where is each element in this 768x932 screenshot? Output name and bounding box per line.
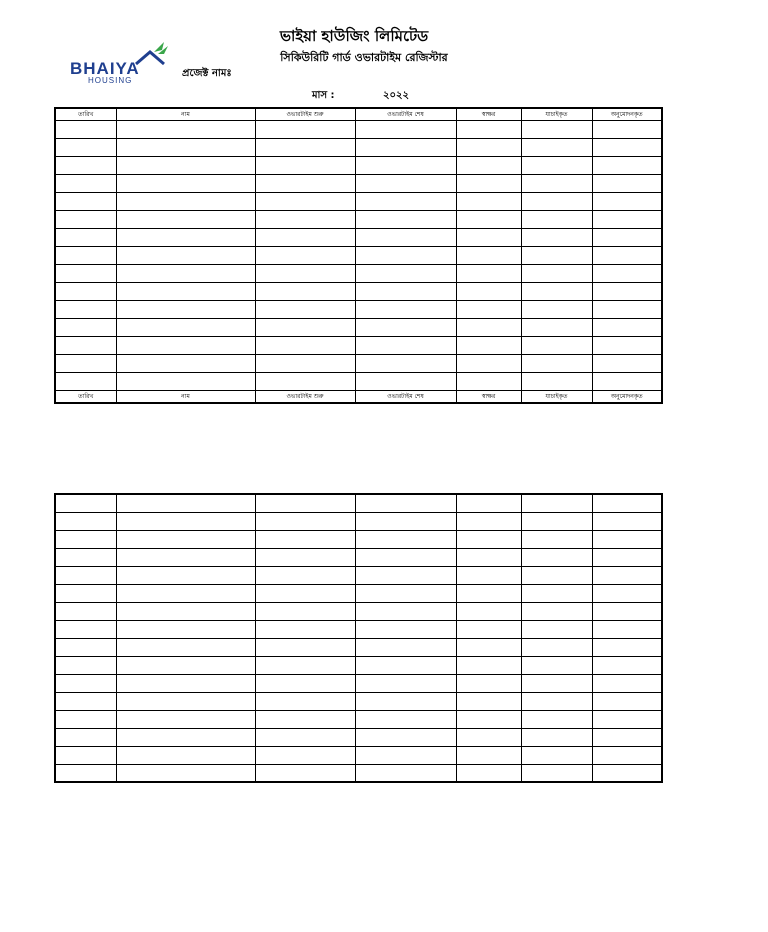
table-cell[interactable]: [456, 728, 521, 746]
table-row: [55, 283, 662, 301]
table-cell[interactable]: [521, 337, 592, 355]
table-cell[interactable]: [456, 764, 521, 782]
table-cell[interactable]: [592, 530, 662, 548]
table-cell[interactable]: [456, 548, 521, 566]
table-cell[interactable]: [592, 193, 662, 211]
table-cell[interactable]: [592, 283, 662, 301]
table-cell[interactable]: [55, 710, 116, 728]
table-cell[interactable]: [592, 175, 662, 193]
column-header: ওভারটাইম শুরু: [255, 391, 355, 404]
column-header: ওভারটাইম শুরু: [255, 108, 355, 121]
table-cell[interactable]: [55, 157, 116, 175]
table-cell[interactable]: [55, 692, 116, 710]
table-cell[interactable]: [456, 121, 521, 139]
table-cell[interactable]: [116, 530, 255, 548]
table-cell[interactable]: [355, 674, 456, 692]
table-cell[interactable]: [592, 620, 662, 638]
table-cell[interactable]: [255, 494, 355, 512]
table-cell[interactable]: [592, 373, 662, 391]
table-cell[interactable]: [55, 175, 116, 193]
table-cell[interactable]: [55, 746, 116, 764]
table-cell[interactable]: [456, 584, 521, 602]
table-row: [55, 247, 662, 265]
table-row: [55, 211, 662, 229]
table-cell[interactable]: [55, 620, 116, 638]
table-cell[interactable]: [116, 638, 255, 656]
table-row: [55, 746, 662, 764]
table-cell[interactable]: [355, 121, 456, 139]
table-row: [55, 319, 662, 337]
table-cell[interactable]: [521, 121, 592, 139]
table-cell[interactable]: [116, 301, 255, 319]
company-logo: [68, 40, 172, 88]
table-cell[interactable]: [592, 548, 662, 566]
table-cell[interactable]: [456, 193, 521, 211]
table-cell[interactable]: [456, 337, 521, 355]
table-cell[interactable]: [116, 319, 255, 337]
table-cell[interactable]: [456, 301, 521, 319]
table-cell[interactable]: [355, 602, 456, 620]
table-cell[interactable]: [521, 674, 592, 692]
table-cell[interactable]: [355, 319, 456, 337]
column-header: স্বাক্ষর: [456, 391, 521, 404]
table-row: [55, 530, 662, 548]
column-header: অনুমোদনকৃত: [592, 391, 662, 404]
table-cell[interactable]: [255, 692, 355, 710]
table-cell[interactable]: [255, 373, 355, 391]
table-cell[interactable]: [255, 319, 355, 337]
table-row: [55, 674, 662, 692]
table-cell[interactable]: [355, 373, 456, 391]
table-cell[interactable]: [521, 247, 592, 265]
table-cell[interactable]: [456, 247, 521, 265]
table-row: [55, 139, 662, 157]
month-label: মাস :: [312, 90, 335, 101]
table-cell[interactable]: [55, 229, 116, 247]
table-cell[interactable]: [355, 638, 456, 656]
table-cell[interactable]: [255, 548, 355, 566]
table-cell[interactable]: [592, 229, 662, 247]
table-cell[interactable]: [116, 620, 255, 638]
table-cell[interactable]: [116, 602, 255, 620]
table-cell[interactable]: [55, 319, 116, 337]
table-row: [55, 355, 662, 373]
table-row: [55, 193, 662, 211]
table-cell[interactable]: [521, 193, 592, 211]
table-cell[interactable]: [456, 656, 521, 674]
table-cell[interactable]: [592, 746, 662, 764]
table-cell[interactable]: [521, 692, 592, 710]
table-cell[interactable]: [55, 764, 116, 782]
table-cell[interactable]: [456, 602, 521, 620]
table-cell[interactable]: [55, 373, 116, 391]
table-row: [55, 728, 662, 746]
table-row: [55, 229, 662, 247]
table-cell[interactable]: [521, 157, 592, 175]
table-cell[interactable]: [55, 656, 116, 674]
table-cell[interactable]: [116, 265, 255, 283]
table-cell[interactable]: [592, 301, 662, 319]
logo-brand-text: BHAIYA: [70, 59, 140, 78]
table-cell[interactable]: [521, 283, 592, 301]
table-cell[interactable]: [255, 211, 355, 229]
table-cell[interactable]: [116, 710, 255, 728]
table-cell[interactable]: [55, 728, 116, 746]
table-cell[interactable]: [355, 157, 456, 175]
column-header: ওভারটাইম শেষ: [355, 108, 456, 121]
table-cell[interactable]: [116, 355, 255, 373]
table-cell[interactable]: [456, 746, 521, 764]
table-cell[interactable]: [592, 157, 662, 175]
table-cell[interactable]: [255, 283, 355, 301]
table-row: [55, 566, 662, 584]
table-cell[interactable]: [521, 211, 592, 229]
logo-sub-text: HOUSING: [88, 76, 133, 85]
year-label: ২০২২: [383, 90, 410, 101]
table-cell[interactable]: [55, 193, 116, 211]
table-row: [55, 265, 662, 283]
column-header: তারিখ: [55, 108, 116, 121]
table-cell[interactable]: [55, 121, 116, 139]
table-cell[interactable]: [456, 530, 521, 548]
table-row: [55, 764, 662, 782]
table-cell[interactable]: [55, 265, 116, 283]
table-cell[interactable]: [255, 265, 355, 283]
table-cell[interactable]: [55, 283, 116, 301]
table-cell[interactable]: [55, 139, 116, 157]
table-cell[interactable]: [355, 512, 456, 530]
table-cell[interactable]: [116, 692, 255, 710]
table-cell[interactable]: [116, 121, 255, 139]
table-cell[interactable]: [116, 175, 255, 193]
table-cell[interactable]: [255, 193, 355, 211]
table-cell[interactable]: [355, 692, 456, 710]
table-row: [55, 175, 662, 193]
table-cell[interactable]: [255, 566, 355, 584]
table-cell[interactable]: [116, 494, 255, 512]
table-cell[interactable]: [456, 157, 521, 175]
table-cell[interactable]: [592, 494, 662, 512]
table-cell[interactable]: [521, 566, 592, 584]
table-cell[interactable]: [355, 656, 456, 674]
table-cell[interactable]: [592, 710, 662, 728]
table-cell[interactable]: [456, 265, 521, 283]
table-cell[interactable]: [456, 283, 521, 301]
column-header: স্বাক্ষর: [456, 108, 521, 121]
table-cell[interactable]: [255, 728, 355, 746]
table-cell[interactable]: [116, 728, 255, 746]
table-cell[interactable]: [116, 337, 255, 355]
table-row: [55, 373, 662, 391]
table-row: [55, 656, 662, 674]
table-cell[interactable]: [116, 548, 255, 566]
table-cell[interactable]: [521, 512, 592, 530]
table-cell[interactable]: [355, 229, 456, 247]
table-cell[interactable]: [55, 566, 116, 584]
table-cell[interactable]: [116, 229, 255, 247]
table-cell[interactable]: [456, 566, 521, 584]
table-cell[interactable]: [521, 373, 592, 391]
table-cell[interactable]: [456, 674, 521, 692]
table-cell[interactable]: [592, 512, 662, 530]
table-cell[interactable]: [521, 355, 592, 373]
table-cell[interactable]: [592, 247, 662, 265]
table-cell[interactable]: [456, 692, 521, 710]
table-header-row-bottom: [55, 391, 662, 404]
table-cell[interactable]: [521, 584, 592, 602]
table-cell[interactable]: [116, 656, 255, 674]
table-cell[interactable]: [116, 193, 255, 211]
table-cell[interactable]: [255, 121, 355, 139]
table-cell[interactable]: [521, 301, 592, 319]
table-cell[interactable]: [255, 530, 355, 548]
table-cell[interactable]: [116, 211, 255, 229]
table-cell[interactable]: [116, 674, 255, 692]
table-row: [55, 584, 662, 602]
table-row: [55, 337, 662, 355]
table-cell[interactable]: [592, 211, 662, 229]
table-cell[interactable]: [255, 157, 355, 175]
table-cell[interactable]: [456, 319, 521, 337]
table-cell[interactable]: [355, 265, 456, 283]
table-cell[interactable]: [592, 656, 662, 674]
table-row: [55, 602, 662, 620]
table-cell[interactable]: [355, 746, 456, 764]
table-cell[interactable]: [355, 710, 456, 728]
table-cell[interactable]: [55, 674, 116, 692]
table-cell[interactable]: [55, 530, 116, 548]
table-cell[interactable]: [456, 638, 521, 656]
table-row: [55, 692, 662, 710]
table-cell[interactable]: [255, 229, 355, 247]
table-cell[interactable]: [255, 674, 355, 692]
table-cell[interactable]: [355, 337, 456, 355]
column-header: নাম: [116, 108, 255, 121]
table-cell[interactable]: [255, 175, 355, 193]
table-cell[interactable]: [592, 764, 662, 782]
table-cell[interactable]: [355, 620, 456, 638]
table-row: [55, 512, 662, 530]
table-cell[interactable]: [355, 566, 456, 584]
table-cell[interactable]: [255, 746, 355, 764]
table-cell[interactable]: [592, 602, 662, 620]
table-row: [55, 620, 662, 638]
table-cell[interactable]: [55, 638, 116, 656]
table-cell[interactable]: [592, 337, 662, 355]
table-cell[interactable]: [55, 512, 116, 530]
table-cell[interactable]: [355, 139, 456, 157]
table-cell[interactable]: [521, 229, 592, 247]
table-cell[interactable]: [255, 656, 355, 674]
table-cell[interactable]: [456, 229, 521, 247]
table-cell[interactable]: [456, 710, 521, 728]
table-cell[interactable]: [116, 566, 255, 584]
table-cell[interactable]: [255, 638, 355, 656]
table-row: [55, 494, 662, 512]
table-cell[interactable]: [116, 746, 255, 764]
table-cell[interactable]: [456, 139, 521, 157]
table-cell[interactable]: [355, 355, 456, 373]
table-cell[interactable]: [521, 175, 592, 193]
table-cell[interactable]: [55, 602, 116, 620]
table-cell[interactable]: [592, 692, 662, 710]
column-header: ওভারটাইম শেষ: [355, 391, 456, 404]
table-cell[interactable]: [355, 764, 456, 782]
table-cell[interactable]: [55, 337, 116, 355]
table-header-row-top: [55, 108, 662, 121]
table-cell[interactable]: [355, 728, 456, 746]
table-cell[interactable]: [355, 193, 456, 211]
table-row: [55, 710, 662, 728]
column-header: যাচাইকৃত: [521, 108, 592, 121]
table-cell[interactable]: [521, 764, 592, 782]
table-cell[interactable]: [592, 121, 662, 139]
table-cell[interactable]: [592, 265, 662, 283]
table-cell[interactable]: [521, 656, 592, 674]
table-cell[interactable]: [521, 728, 592, 746]
table-cell[interactable]: [592, 584, 662, 602]
table-cell[interactable]: [255, 355, 355, 373]
table-cell[interactable]: [116, 584, 255, 602]
column-header: তারিখ: [55, 391, 116, 404]
table-cell[interactable]: [116, 247, 255, 265]
table-cell[interactable]: [355, 283, 456, 301]
table-cell[interactable]: [255, 602, 355, 620]
table-cell[interactable]: [116, 283, 255, 301]
table-cell[interactable]: [456, 211, 521, 229]
table-cell[interactable]: [55, 584, 116, 602]
table-cell[interactable]: [255, 764, 355, 782]
table-cell[interactable]: [521, 265, 592, 283]
table-cell[interactable]: [456, 355, 521, 373]
table-cell[interactable]: [456, 620, 521, 638]
table-cell[interactable]: [521, 548, 592, 566]
overtime-register-table-2: [54, 493, 663, 783]
column-header: নাম: [116, 391, 255, 404]
company-title: ভাইয়া হাউজিং লিমিটেড: [279, 27, 429, 45]
table-cell[interactable]: [592, 139, 662, 157]
table-cell[interactable]: [55, 548, 116, 566]
table-cell[interactable]: [521, 638, 592, 656]
table-cell[interactable]: [355, 494, 456, 512]
table-cell[interactable]: [456, 175, 521, 193]
table-cell[interactable]: [521, 494, 592, 512]
overtime-register-table-1: [54, 107, 663, 404]
table-cell[interactable]: [355, 211, 456, 229]
table-cell[interactable]: [255, 620, 355, 638]
table-cell[interactable]: [521, 620, 592, 638]
table-cell[interactable]: [55, 211, 116, 229]
table-cell[interactable]: [255, 337, 355, 355]
table-cell[interactable]: [355, 247, 456, 265]
table-cell[interactable]: [255, 301, 355, 319]
table-cell[interactable]: [592, 355, 662, 373]
register-title: সিকিউরিটি গার্ড ওভারটাইম রেজিস্টার: [280, 51, 448, 64]
table-cell[interactable]: [55, 301, 116, 319]
table-cell[interactable]: [116, 373, 255, 391]
table-cell[interactable]: [355, 584, 456, 602]
table-cell[interactable]: [355, 530, 456, 548]
table-cell[interactable]: [255, 710, 355, 728]
table-cell[interactable]: [456, 373, 521, 391]
table-cell[interactable]: [521, 139, 592, 157]
table-cell[interactable]: [521, 746, 592, 764]
table-cell[interactable]: [116, 764, 255, 782]
table-cell[interactable]: [521, 602, 592, 620]
table-cell[interactable]: [456, 494, 521, 512]
table-row: [55, 157, 662, 175]
table-cell[interactable]: [592, 728, 662, 746]
table-row: [55, 548, 662, 566]
project-name-label: প্রজেক্ট নামঃ: [182, 68, 232, 79]
table-row: [55, 121, 662, 139]
table-cell[interactable]: [592, 638, 662, 656]
table-row: [55, 301, 662, 319]
table-cell[interactable]: [592, 674, 662, 692]
table-cell[interactable]: [116, 157, 255, 175]
table-cell[interactable]: [116, 512, 255, 530]
table-cell[interactable]: [355, 175, 456, 193]
table-cell[interactable]: [255, 247, 355, 265]
table-cell[interactable]: [521, 710, 592, 728]
table-cell[interactable]: [355, 301, 456, 319]
table-cell[interactable]: [255, 139, 355, 157]
table-cell[interactable]: [521, 319, 592, 337]
table-cell[interactable]: [255, 584, 355, 602]
table-cell[interactable]: [456, 512, 521, 530]
table-cell[interactable]: [521, 530, 592, 548]
table-cell[interactable]: [255, 512, 355, 530]
table-cell[interactable]: [55, 494, 116, 512]
column-header: অনুমোদনকৃত: [592, 108, 662, 121]
table-cell[interactable]: [355, 548, 456, 566]
column-header: যাচাইকৃত: [521, 391, 592, 404]
table-row: [55, 638, 662, 656]
table-cell[interactable]: [592, 319, 662, 337]
table-cell[interactable]: [55, 355, 116, 373]
table-cell[interactable]: [116, 139, 255, 157]
table-cell[interactable]: [592, 566, 662, 584]
table-cell[interactable]: [55, 247, 116, 265]
